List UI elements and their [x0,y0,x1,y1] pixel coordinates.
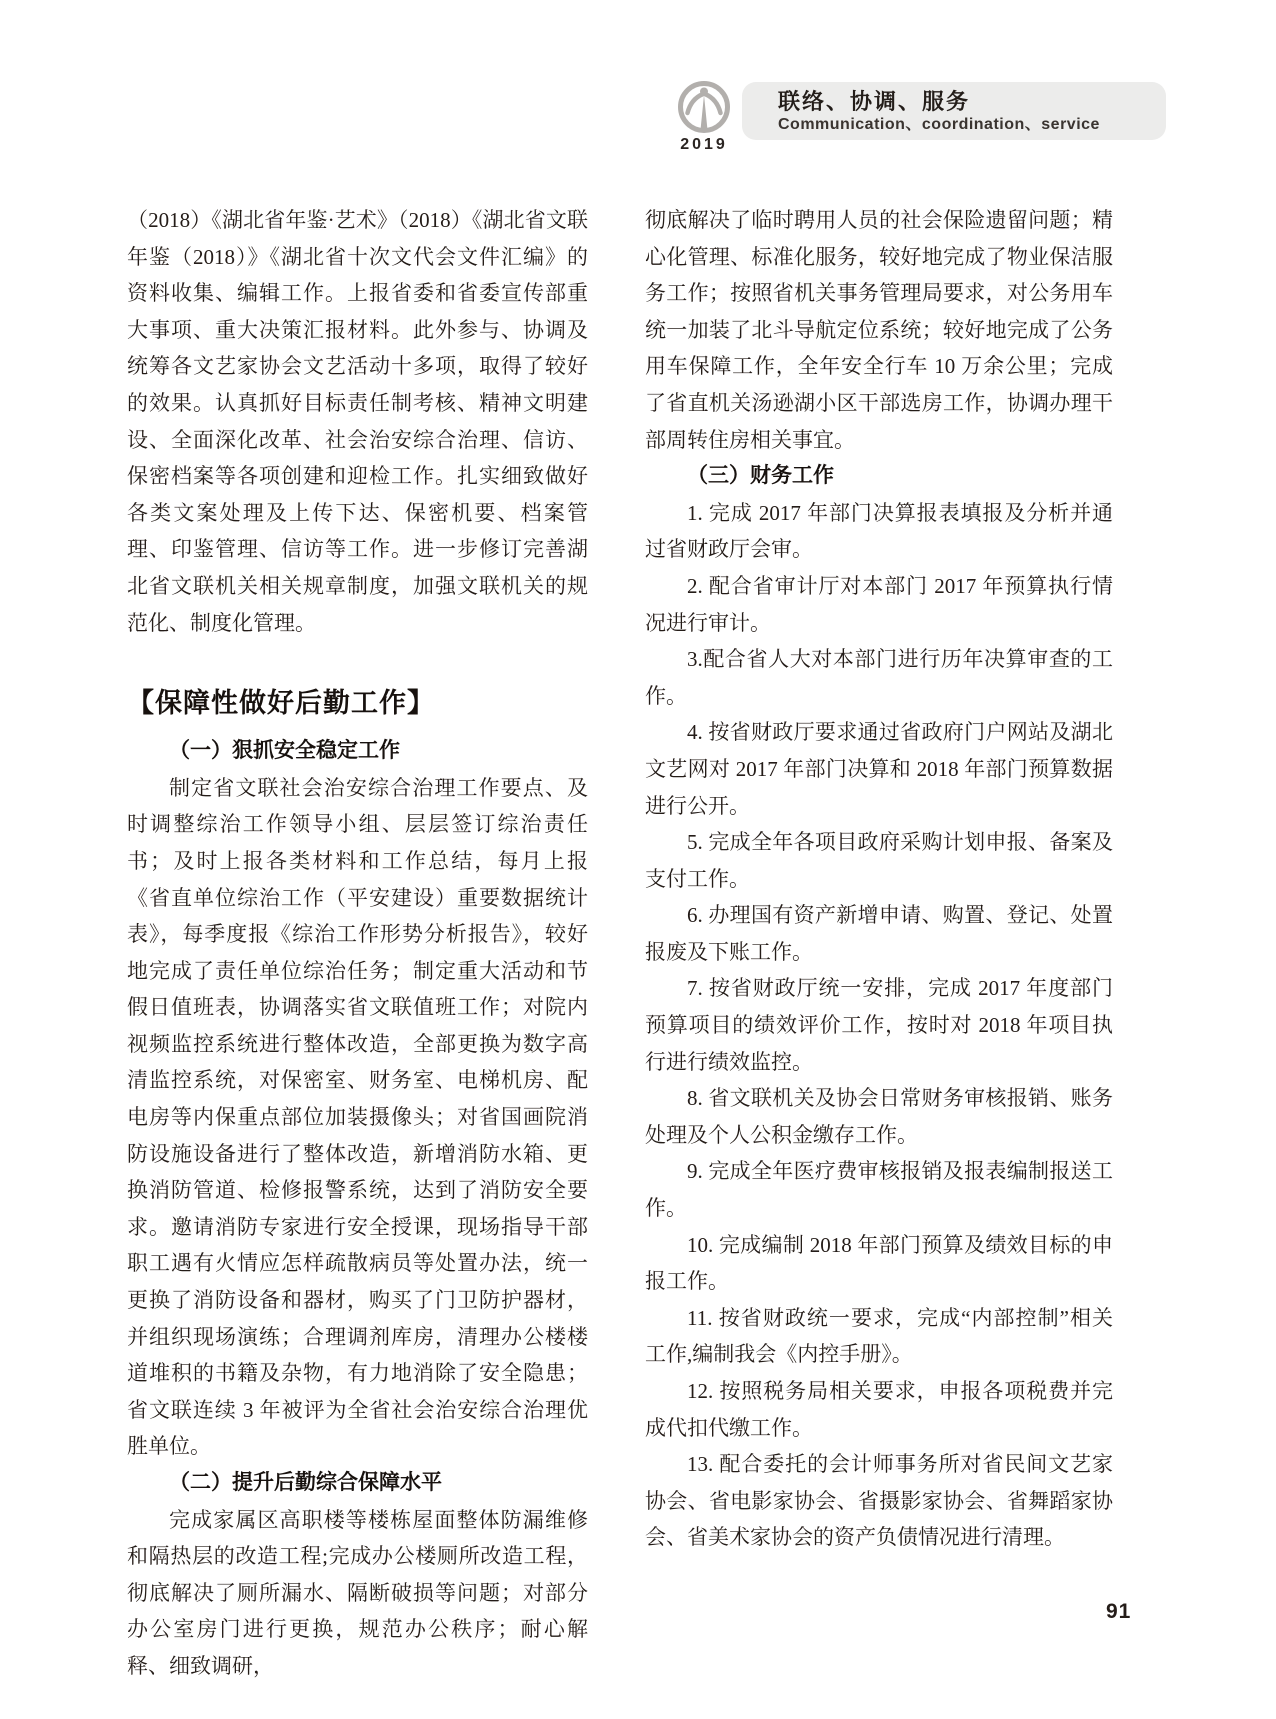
logo-block [674,80,734,154]
paragraph: 5. 完成全年各项目政府采购计划申报、备案及支付工作。 [645,830,1113,891]
logo-year: 2019 [680,136,728,153]
paragraph: 6. 办理国有资产新增申请、购置、登记、处置报废及下账工作。 [645,903,1113,964]
paragraph: 10. 完成编制 2018 年部门预算及绩效目标的申报工作。 [645,1232,1113,1294]
paragraph: 3.配合省人大对本部门进行历年决算审查的工作。 [645,647,1113,708]
paragraph: 彻底解决了临时聘用人员的社会保险遗留问题；精心化管理、标准化服务，较好地完成了物业保洁服务工作；按照省机关事务管理局要求，对公务用车统一加装了北斗导航定位系统；较好地完成了公务用车保障工作，全年安全行车 10 万余公里；完成了省直机关汤逊湖小区干部选房工作，协调办理干部周转住房相关事宜。 [645,208,1113,452]
paragraph: 8. 省文联机关及协会日常财务审核报销、账务处理及个人公积金缴存工作。 [645,1086,1113,1147]
section-banner [742,82,1166,140]
paragraph: 制定省文联社会治安综合治理工作要点、及时调整综治工作领导小组、层层签订综治责任书；及时上报各类材料和工作总结，每月上报《省直单位综治工作（平安建设）重要数据统计表》，每季度报《综治工作形势分析报告》，较好地完成了责任单位综治任务；制定重大活动和节假日值班表，协调落实省文联值班工作；对院内视频监控系统进行整体改造，全部更换为数字高清监控系统，对保密室、财务室、电梯机房、配电房等内保重点部位加装摄像头；对省国画院消防设施设备进行了整体改造，新增消防水箱、更换消防管道、检修报警系统，达到了消防安全要求。邀请消防专家进行安全授课，现场指导干部职工遇有火情应怎样疏散病员等处置办法，统一更换了消防设备和器材，购买了门卫防护器材，并组织现场演练；合理调剂库房，清理办公楼楼道堆积的书籍及杂物，有力地消除了安全隐患；省文联连续 3 年被评为全省社会治安综合治理优胜单位。 [127,775,588,1459]
right-column [645,202,1113,1685]
sub-heading: （三）财务工作 [687,464,834,488]
paragraph: 11. 按省财政统一要求，完成“内部控制”相关工作,编制我会《内控手册》。 [645,1305,1113,1367]
paragraph: 12. 按照税务局相关要求，申报各项税费并完成代扣代缴工作。 [645,1379,1113,1440]
section-title-cn: 联络、协调、服务 [778,89,971,114]
paragraph: 7. 按省财政厅统一安排，完成 2017 年度部门预算项目的绩效评价工作，按时对 2018 年项目执行进行绩效监控。 [645,976,1113,1074]
sub-heading: （二）提升后勤综合保障水平 [169,1471,442,1494]
cflac-logo-icon [677,80,731,134]
paragraph: 9. 完成全年医疗费审核报销及报表编制报送工作。 [645,1159,1113,1221]
paragraph: 1. 完成 2017 年部门决算报表填报及分析并通过省财政厅会审。 [645,500,1113,562]
paragraph: （2018）《湖北省年鉴·艺术》（2018）《湖北省文联年鉴（2018）》《湖北省十次文代会文件汇编》的资料收集、编辑工作。上报省委和省委宣传部重大事项、重大决策汇报材料。此外参与、协调及统筹各文艺家协会文艺活动十多项，取得了较好的效果。认真抓好目标责任制考核、精神文明建设、全面深化改革、社会治安综合治理、信访、保密档案等各项创建和迎检工作。扎实细致做好各类文案处理及上传下达、保密机要、档案管理、印鉴管理、信访等工作。进一步修订完善湖北省文联机关相关规章制度，加强文联机关的规范化、制度化管理。 [127,208,588,635]
sub-heading: （一）狠抓安全稳定工作 [169,739,400,763]
left-column [127,202,588,1685]
page-number: 91 [1106,1600,1132,1623]
paragraph: 4. 按省财政厅要求通过省政府门户网站及湖北文艺网对 2017 年部门决算和 2018 年部门预算数据进行公开。 [645,720,1113,818]
section-heading: 【保障性做好后勤工作】 [127,688,435,719]
paragraph: 完成家属区高职楼等楼栋屋面整体防漏维修和隔热层的改造工程;完成办公楼厕所改造工程，彻底解决了厕所漏水、隔断破损等问题；对部分办公室房门进行更换，规范办公秩序；耐心解释、细致调研， [127,1507,588,1678]
page-body [127,202,1113,1685]
paragraph: 2. 配合省审计厅对本部门 2017 年预算执行情况进行审计。 [645,573,1113,635]
paragraph: 13. 配合委托的会计师事务所对省民间文艺家协会、省电影家协会、省摄影家协会、省舞蹈家协会、省美术家协会的资产负债情况进行清理。 [645,1452,1113,1550]
section-title-en: Communication、coordination、service [778,116,1100,133]
